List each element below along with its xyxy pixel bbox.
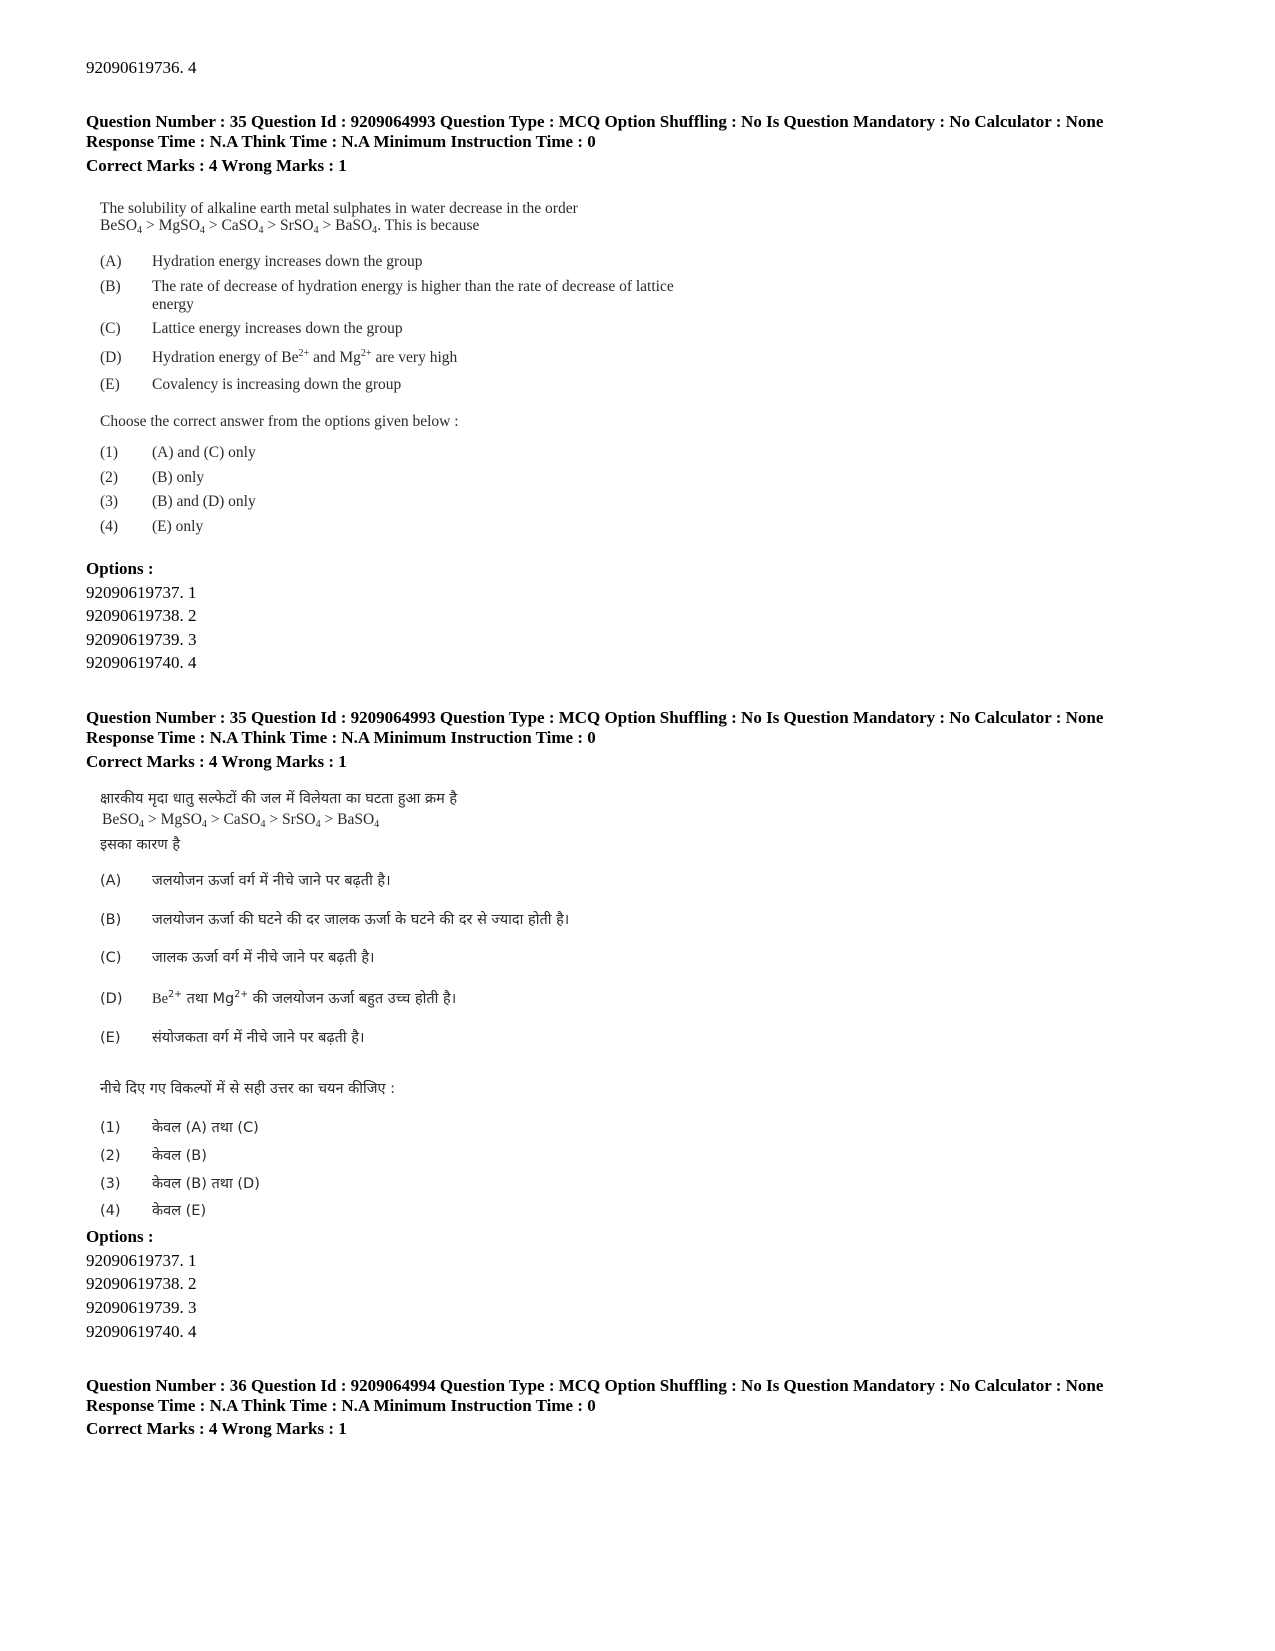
question-header-line1: Question Number : 35 Question Id : 9209064993 Question Type : MCQ Option Shuffling : No Is Question Mandatory : No Calculator : None (86, 112, 1104, 131)
statement-c: (C) जालक ऊर्जा वर्ग में नीचे जाने पर बढ़ती है। (100, 950, 375, 966)
option-line: 92090619738. 2 (86, 606, 197, 625)
choice-1: (1) केवल (A) तथा (C) (100, 1120, 259, 1136)
option-line: 92090619740. 4 (86, 1322, 197, 1341)
question-header-line2: Response Time : N.A Think Time : N.A Minimum Instruction Time : 0 (86, 728, 596, 747)
statement-a: (A) जलयोजन ऊर्जा वर्ग में नीचे जाने पर बढ़ती है। (100, 873, 391, 889)
question-header-line2: Response Time : N.A Think Time : N.A Minimum Instruction Time : 0 (86, 132, 596, 151)
choice-4: (4) (E) only (100, 518, 204, 535)
question-marks: Correct Marks : 4 Wrong Marks : 1 (86, 156, 347, 175)
statement-d: (D) $Be^{2+}$ तथा $Mg^{2+}$ की जलयोजन ऊर्जा बहुत उच्च होती है। (100, 989, 457, 1007)
prev-option-line: 92090619736. 4 (86, 58, 197, 77)
statement-a: (A) Hydration energy increases down the group (100, 253, 423, 270)
choice-3: (3) केवल (B) तथा (D) (100, 1176, 260, 1192)
statement-c: (C) Lattice energy increases down the group (100, 320, 403, 337)
question-stem-line3: इसका कारण है (100, 837, 181, 853)
question-marks: Correct Marks : 4 Wrong Marks : 1 (86, 752, 347, 771)
choice-2: (2) केवल (B) (100, 1148, 207, 1164)
choose-instruction: Choose the correct answer from the options given below : (100, 413, 459, 430)
option-line: 92090619739. 3 (86, 1298, 197, 1317)
choose-instruction: नीचे दिए गए विकल्पों में से सही उत्तर का चयन कीजिए : (100, 1081, 396, 1097)
choice-1: (1) (A) and (C) only (100, 444, 256, 461)
choice-2: (2) (B) only (100, 469, 205, 486)
option-line: 92090619739. 3 (86, 630, 197, 649)
question-header-line2: Response Time : N.A Think Time : N.A Minimum Instruction Time : 0 (86, 1396, 596, 1415)
statement-e: (E) संयोजकता वर्ग में नीचे जाने पर बढ़ती है। (100, 1030, 365, 1046)
question-header-line1: Question Number : 35 Question Id : 9209064993 Question Type : MCQ Option Shuffling : No Is Question Mandatory : No Calculator : None (86, 708, 1104, 727)
question-stem-formula: BeSO$_4$ > MgSO$_4$ > CaSO$_4$ > SrSO$_4$ > BaSO$_4$ (102, 811, 380, 830)
formula-beso4: BeSO$_4$ (100, 217, 143, 236)
question-header-line1: Question Number : 36 Question Id : 9209064994 Question Type : MCQ Option Shuffling : No Is Question Mandatory : No Calculator : None (86, 1376, 1104, 1395)
options-title: Options : (86, 1227, 154, 1246)
choice-4: (4) केवल (E) (100, 1203, 207, 1219)
statement-b: (B) The rate of decrease of hydration energy is higher than the rate of decrease of lattice (100, 278, 674, 295)
option-line: 92090619738. 2 (86, 1274, 197, 1293)
option-line: 92090619737. 1 (86, 583, 197, 602)
statement-b-cont: energy (152, 296, 194, 313)
choice-3: (3) (B) and (D) only (100, 493, 256, 510)
option-line: 92090619740. 4 (86, 653, 197, 672)
option-line: 92090619737. 1 (86, 1251, 197, 1270)
options-title: Options : (86, 559, 154, 578)
question-marks: Correct Marks : 4 Wrong Marks : 1 (86, 1419, 347, 1438)
statement-e: (E) Covalency is increasing down the group (100, 376, 402, 393)
question-stem-formula: BeSO$_4$ > MgSO$_4$ > CaSO$_4$ > SrSO$_4$ > BaSO$_4$. This is because (100, 217, 480, 236)
question-stem-line1: The solubility of alkaline earth metal sulphates in water decrease in the order (100, 200, 578, 217)
statement-b: (B) जलयोजन ऊर्जा की घटने की दर जालक ऊर्जा के घटने की दर से ज्यादा होती है। (100, 912, 570, 928)
question-stem-line1: क्षारकीय मृदा धातु सल्फेटों की जल में विलेयता का घटता हुआ क्रम है (100, 791, 458, 807)
statement-d: (D) Hydration energy of $Be^{2+}$ and $Mg^{2+}$ are very high (100, 348, 458, 366)
